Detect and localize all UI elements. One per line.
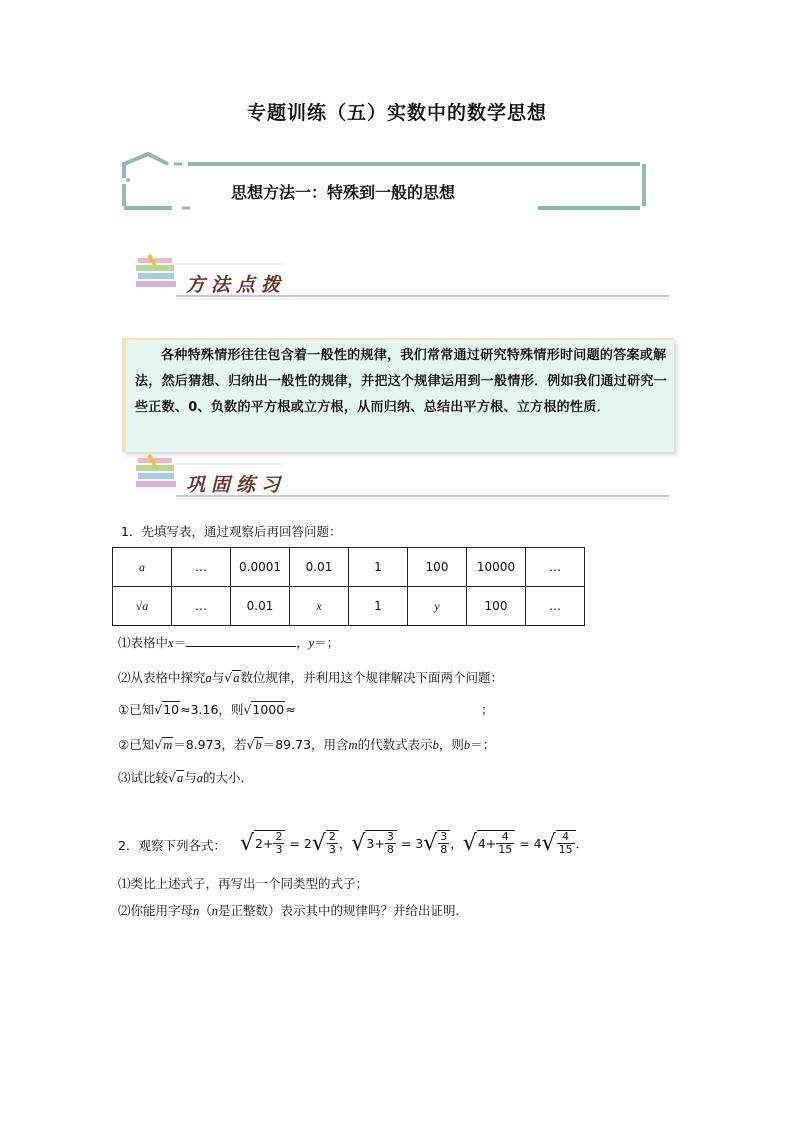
radicand	[556, 830, 576, 856]
var-y: y	[308, 636, 315, 650]
var-b: b	[432, 738, 439, 752]
radicand: 10	[163, 702, 180, 717]
text: ．	[575, 836, 589, 851]
text: ＝	[173, 635, 187, 650]
equals-sign: =	[396, 835, 416, 851]
text: ≈	[285, 702, 296, 717]
whole-number: 4	[477, 836, 486, 851]
equals-sign: =	[515, 835, 534, 851]
sqrt-sign: √	[351, 830, 366, 856]
coefficient: 3	[415, 835, 424, 851]
table-cell: …	[172, 548, 231, 587]
q1-part3	[118, 768, 253, 786]
numerator: 2	[275, 830, 283, 843]
radicand: 1000	[252, 702, 285, 717]
text: ＝；	[314, 635, 340, 650]
text: ，	[450, 836, 463, 851]
denominator: 8	[440, 843, 448, 856]
table-cell: 1	[349, 587, 408, 626]
fraction	[273, 831, 284, 856]
table-cell: 0.01	[290, 548, 349, 587]
fraction	[327, 831, 338, 856]
table-cell: 100	[408, 548, 467, 587]
table-cell: 1	[349, 548, 408, 587]
sqrt-a-symbol: √a	[135, 598, 149, 613]
numerator: 4	[557, 831, 575, 844]
q1-case2	[118, 735, 495, 753]
table-row	[113, 587, 585, 626]
numerator: 2	[328, 830, 336, 843]
var-m: m	[348, 738, 358, 752]
sqrt-sign: √	[168, 770, 176, 785]
denominator: 8	[386, 843, 394, 856]
sqrt-sign: √	[224, 670, 233, 685]
sqrt-sign: √	[154, 737, 163, 752]
answer-blank[interactable]	[186, 634, 296, 647]
text: ①已知	[118, 702, 155, 717]
fraction	[496, 831, 514, 856]
radicand: 4 + $\frac{4}{15}$	[477, 830, 515, 856]
text: ⑴表格中	[118, 635, 169, 650]
coefficient: 4	[533, 835, 542, 851]
text: 与	[211, 670, 225, 685]
denominator: 3	[275, 843, 283, 856]
whole-number: 2	[255, 836, 263, 851]
text: ②已知	[118, 737, 155, 752]
whole-number: 3	[366, 836, 375, 851]
coefficient: 2	[303, 835, 312, 851]
sqrt-sign: √	[243, 702, 252, 717]
table-cell: …	[526, 548, 585, 587]
var-a: a	[196, 771, 203, 785]
table-row	[113, 548, 585, 587]
text: ＝89.73，用含	[262, 737, 349, 752]
text: ≈3.16，则	[180, 702, 244, 717]
var-a: a	[205, 671, 212, 685]
table-cell: 0.01	[231, 587, 290, 626]
sqrt-sign: √	[246, 737, 255, 752]
q1-stem: 1．先填写表，通过观察后再回答问题：	[121, 524, 342, 539]
var-b: b	[463, 738, 471, 752]
table-cell: a	[113, 548, 172, 587]
q2-part2	[118, 901, 468, 919]
page-title: 专题训练（五）实数中的数学思想	[246, 102, 547, 124]
text: （	[199, 903, 212, 918]
text: ，则	[438, 737, 464, 752]
table-cell: 10000	[467, 548, 526, 587]
table-cell: 100	[467, 587, 526, 626]
text: 数位规律，并利用这个规律解决下面两个问题：	[240, 670, 504, 685]
sqrt-sign: √	[154, 702, 163, 717]
q1-case1	[118, 700, 296, 718]
radicand: 2 + $\frac{2}{3}$	[254, 830, 285, 856]
numerator: 3	[386, 830, 394, 843]
sqrt-sign: √	[462, 830, 477, 856]
var-n: n	[193, 904, 200, 918]
table-cell	[113, 587, 172, 626]
q1-part1	[118, 633, 339, 651]
fraction	[557, 831, 575, 856]
radicand	[437, 830, 450, 856]
denominator: 15	[558, 843, 573, 856]
var-n: n	[211, 904, 219, 918]
table-cell: y	[408, 587, 467, 626]
q1-part2	[118, 668, 503, 686]
sqrt-sign: √	[541, 830, 556, 856]
table-cell: 0.0001	[231, 548, 290, 587]
denominator: 3	[328, 843, 336, 856]
fraction	[385, 831, 396, 856]
text: 与	[184, 770, 197, 785]
table-cell: x	[290, 587, 349, 626]
radicand	[326, 830, 339, 856]
q1-case1-end: ；	[481, 702, 494, 717]
text: ＝8.973，若	[173, 737, 247, 752]
sqrt-sign: √	[423, 830, 438, 856]
sqrt-sign: √	[311, 830, 326, 856]
text: ⑵从表格中探究	[118, 670, 206, 685]
table-cell: …	[172, 587, 231, 626]
text: ⑵你能用字母	[118, 903, 194, 918]
equals-sign: =	[285, 835, 304, 851]
practice-section-label: 巩固练习	[186, 474, 287, 496]
numerator: 3	[440, 830, 448, 843]
q1-table	[112, 547, 585, 626]
radicand: b	[255, 738, 262, 752]
fraction	[438, 831, 449, 856]
radicand: a	[176, 771, 184, 785]
radicand: 3 + $\frac{3}{8}$	[365, 830, 396, 856]
tips-section-label: 方法点拨	[186, 274, 287, 296]
denominator: 15	[498, 843, 513, 856]
q2-expressions	[240, 826, 588, 860]
text: ，	[338, 836, 352, 851]
var-x: x	[168, 636, 174, 650]
text: 的大小．	[203, 770, 254, 785]
radicand: a	[233, 671, 240, 685]
tip-text: 各种特殊情形往往包含着一般性的规律，我们常常通过研究特殊情形时问题的答案或解法，然后猜想、归纳出一般性的规律，并把这个规律运用到一般情形．例如我们通过研究一些正数、0、负数的平方根或立方根，从而归纳、总结出平方根、立方根的性质．	[135, 348, 668, 415]
text: ⑶试比较	[118, 770, 169, 785]
text: 是正整数）表示其中的规律吗？并给出证明．	[218, 903, 469, 918]
table-cell: …	[526, 587, 585, 626]
sqrt-sign: √	[240, 830, 255, 856]
q2-part1: ⑴类比上述式子，再写出一个同类型的式子；	[118, 876, 369, 891]
text: ，	[296, 635, 309, 650]
radicand: m	[163, 738, 173, 752]
text: ＝；	[470, 737, 496, 752]
method-banner-title: 思想方法一：特殊到一般的思想	[231, 183, 456, 202]
q2-stem: 2．观察下列各式：	[118, 838, 226, 853]
text: 的代数式表示	[357, 737, 433, 752]
numerator: 4	[496, 831, 514, 844]
